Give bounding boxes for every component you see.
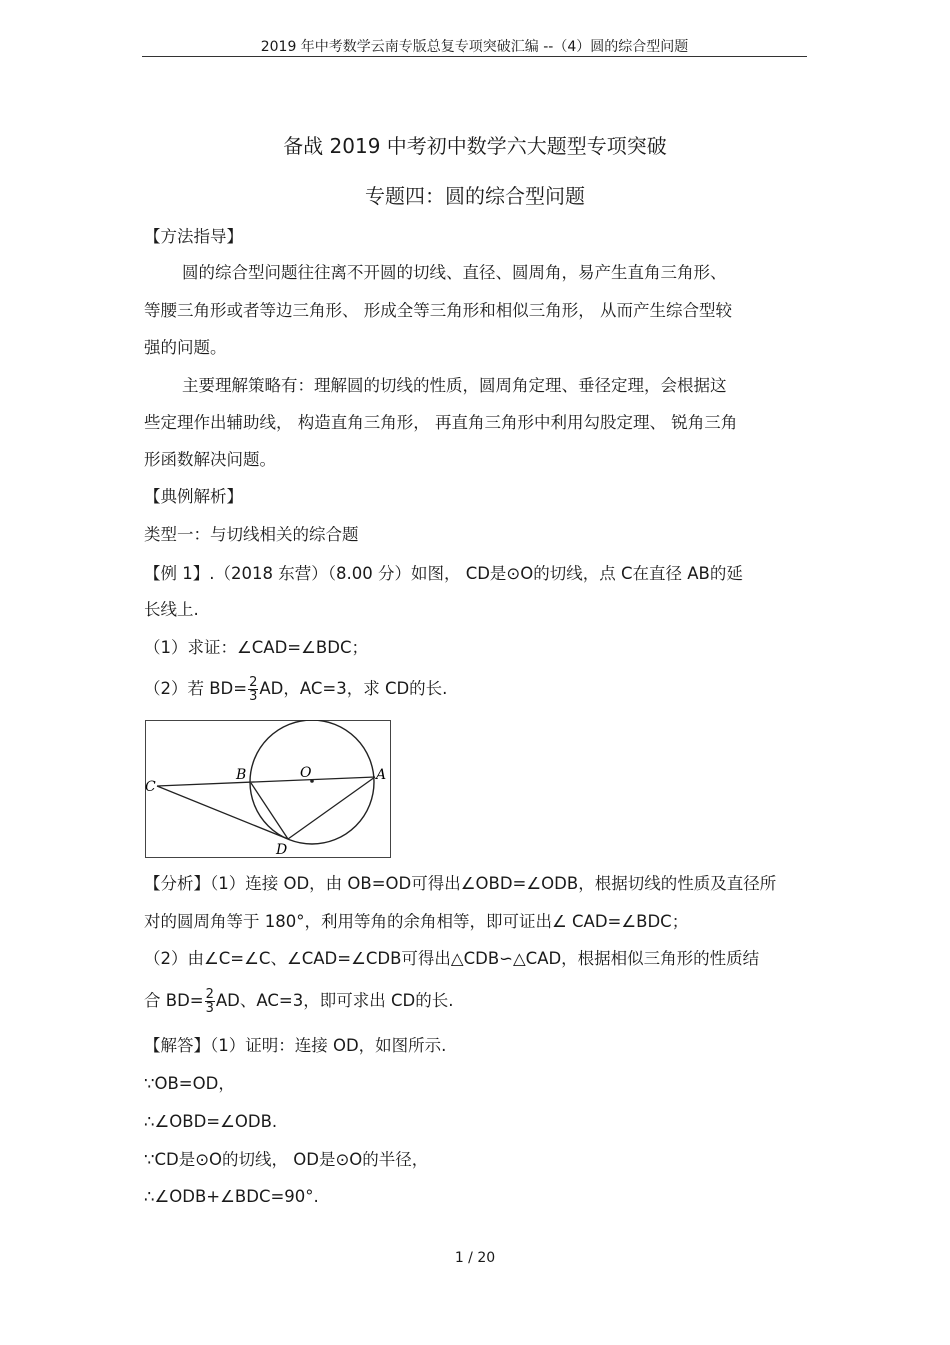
method-paragraph-1-line-2: 等腰三角形或者等边三角形、 形成全等三角形和相似三角形， 从而产生综合型较 <box>144 301 732 320</box>
method-paragraph-2-line-3: 形函数解决问题。 <box>144 450 276 469</box>
solution-line-5: ∴∠ODB+∠BDC=90°. <box>144 1187 319 1206</box>
type-1-heading: 类型一：与切线相关的综合题 <box>144 525 359 544</box>
analysis-4-prefix: 合 BD= <box>144 991 204 1010</box>
example-1-question-2 <box>144 676 447 703</box>
method-paragraph-1-line-1: 圆的综合型问题往往离不开圆的切线、直径、圆周角，易产生直角三角形、 <box>182 263 727 282</box>
tangent-cd <box>157 786 288 839</box>
solution-line-4: ∵CD是⊙O的切线， OD是⊙O的半径， <box>144 1150 429 1169</box>
question-2-suffix: AD，AC=3，求 CD的长. <box>259 679 448 698</box>
chord-ad <box>288 777 375 839</box>
solution-line-1: 【解答】（1）证明：连接 OD，如图所示. <box>144 1036 447 1055</box>
line-ca <box>157 777 375 786</box>
method-paragraph-2-line-2: 些定理作出辅助线， 构造直角三角形， 再直角三角形中利用勾股定理、 锐角三角 <box>144 413 738 432</box>
header-divider <box>142 56 807 57</box>
method-paragraph-1-line-3: 强的问题。 <box>144 338 227 357</box>
analysis-4-suffix: AD、AC=3，即可求出 CD的长. <box>215 991 454 1010</box>
analysis-line-4 <box>144 988 453 1015</box>
method-heading: 【方法指导】 <box>144 227 243 246</box>
fraction-denominator: 3 <box>205 1001 214 1016</box>
example-1-question-1: （1）求证：∠CAD=∠BDC； <box>144 638 368 657</box>
label-d: D <box>276 842 288 858</box>
fraction-denominator: 3 <box>249 689 258 704</box>
label-b: B <box>236 767 247 783</box>
method-paragraph-2-line-1: 主要理解策略有：理解圆的切线的性质，圆周角定理、垂径定理，会根据这 <box>182 376 727 395</box>
circle-tangent-diagram <box>145 720 391 858</box>
fraction-numerator: 2 <box>249 675 258 690</box>
analysis-line-3: （2）由∠C=∠C、∠CAD=∠CDB可得出△CDB∽△CAD，根据相似三角形的性质结 <box>144 949 760 968</box>
page-header: 2019 年中考数学云南专版总复专项突破汇编 --（4）圆的综合型问题 <box>260 39 689 55</box>
analysis-line-2: 对的圆周角等于 180°，利用等角的余角相等，即可证出∠ CAD=∠BDC； <box>144 912 689 931</box>
label-c: C <box>145 779 156 795</box>
document-subtitle: 专题四：圆的综合型问题 <box>365 184 585 208</box>
fraction-numerator: 2 <box>205 987 214 1002</box>
solution-line-3: ∴∠OBD=∠ODB. <box>144 1112 278 1131</box>
figure-border <box>146 721 391 858</box>
example-1-line-2: 长线上. <box>144 600 199 619</box>
label-a: A <box>376 767 387 783</box>
label-o: O <box>300 765 312 781</box>
document-title: 备战 2019 中考初中数学六大题型专项突破 <box>283 134 667 158</box>
examples-heading: 【典例解析】 <box>144 487 243 506</box>
solution-line-2: ∵OB=OD， <box>144 1074 235 1093</box>
geometry-figure <box>145 720 391 858</box>
question-2-prefix: （2）若 BD= <box>144 679 248 698</box>
example-1-line-1: 【例 1】.（2018 东营）（8.00 分）如图， CD是⊙O的切线，点 C在直径 AB的延 <box>144 564 743 583</box>
page-number: 1 / 20 <box>454 1250 496 1266</box>
analysis-line-1: 【分析】（1）连接 OD，由 OB=OD可得出∠OBD=∠ODB，根据切线的性质及直径所 <box>144 874 777 893</box>
fraction-two-thirds <box>205 988 215 1015</box>
fraction-two-thirds <box>248 676 258 703</box>
